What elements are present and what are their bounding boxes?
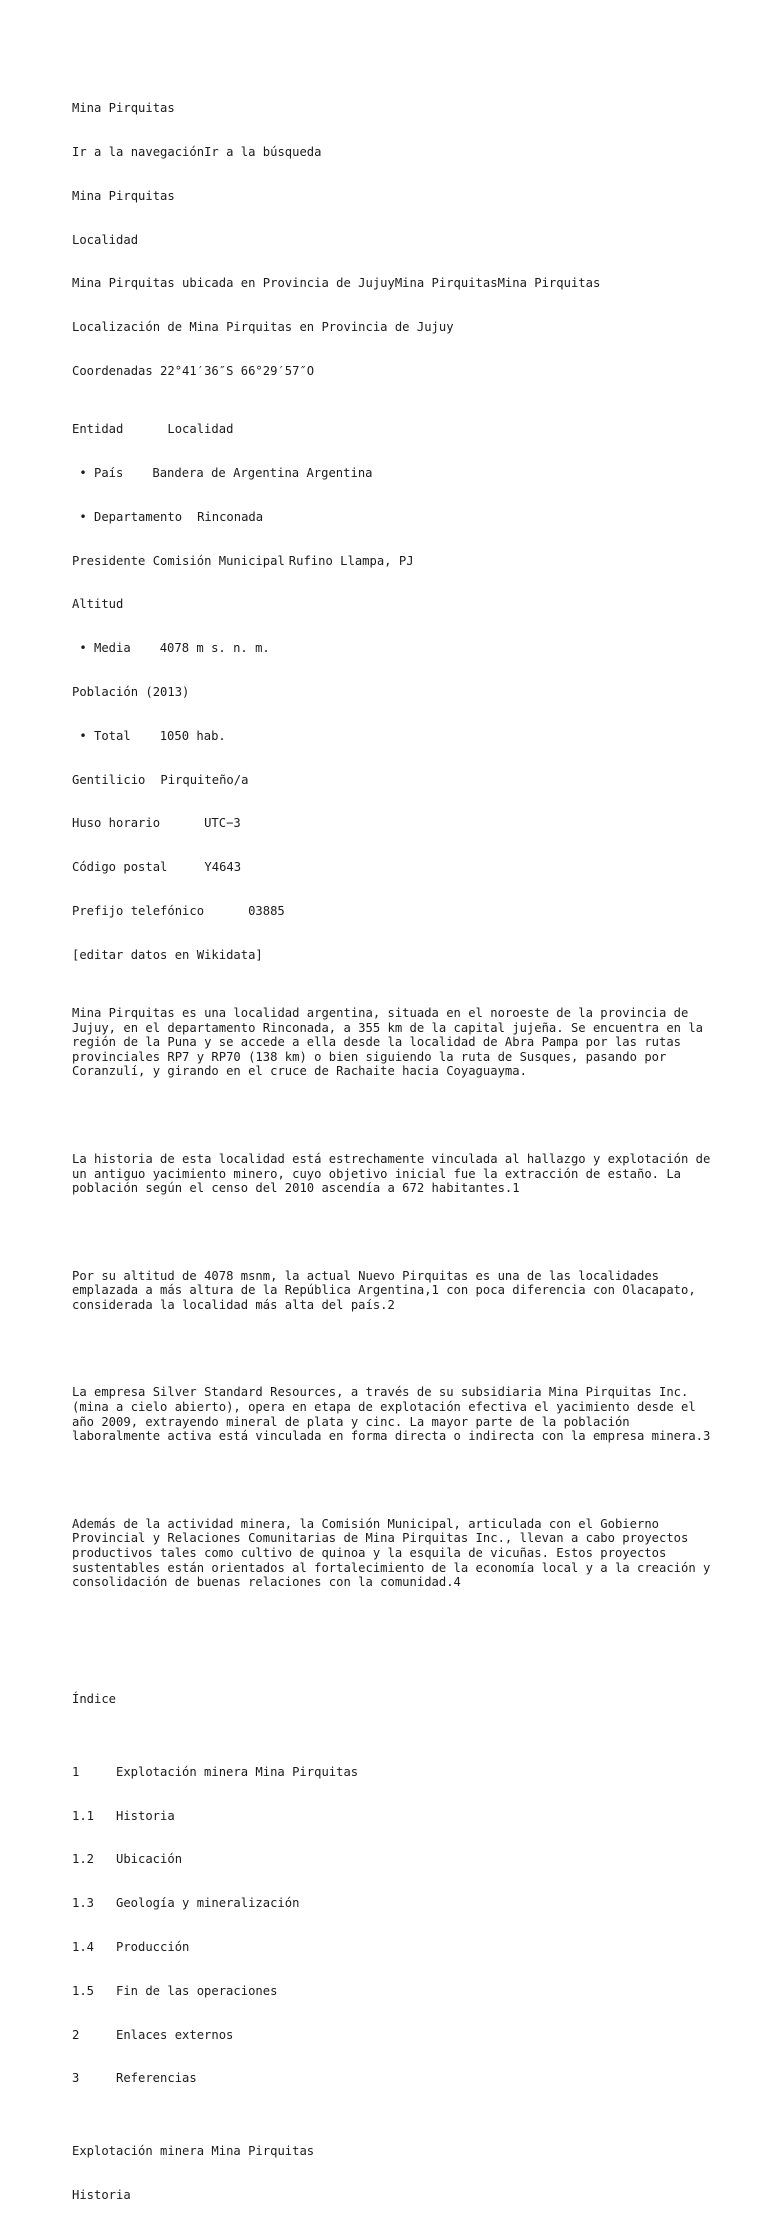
infobox-postal xyxy=(72,860,712,875)
infobox-departamento xyxy=(72,510,712,525)
paragraph-altitude: Por su altitud de 4078 msnm, la actual Nuevo Pirquitas es una de las localidades emplazada a más altura de la República Argentina,1 con poca diferencia con Olacapato, considerada la localidad más alta del país.2 xyxy=(72,1268,696,1312)
toc-item[interactable] xyxy=(72,1984,712,1999)
infobox-label[interactable]: Código postal xyxy=(72,860,168,875)
infobox-presidente xyxy=(72,554,712,569)
infobox-value[interactable]: Rufino Llampa, PJ xyxy=(288,553,414,568)
toc-title: Índice xyxy=(72,1691,117,1706)
toc-number: 1.3 xyxy=(72,1896,95,1911)
toc-item[interactable] xyxy=(72,1940,712,1955)
infobox-altitud-label[interactable]: Altitud xyxy=(72,597,124,612)
map-caption: Mina Pirquitas ubicada en Provincia de JujuyMina PirquitasMina Pirquitas xyxy=(72,276,601,291)
infobox-label: • Total xyxy=(72,728,131,743)
infobox-label: Entidad xyxy=(72,422,124,437)
infobox-media xyxy=(72,641,712,656)
infobox-label: Presidente Comisión Municipal xyxy=(72,553,285,568)
wikidata-edit-link[interactable]: [editar datos en Wikidata] xyxy=(72,947,263,962)
toc-label[interactable]: Geología y mineralización xyxy=(116,1896,300,1911)
infobox-gentilicio xyxy=(72,773,712,788)
toc-item[interactable] xyxy=(72,1809,712,1824)
paragraph-intro: Mina Pirquitas es una localidad argentina, situada en el noroeste de la provincia de Jujuy, en el departamento Rinconada, a 355 km de la capital jujeña. Se encuentra en la región de la Puna y se accede a ella desde la localidad de Abra Pampa por las rutas provinciales RP7 y RP70 (138 km) o bien siguiendo la ruta de Susques, pasando por Coranzulí, y girando en el cruce de Rachaite hacia Coyaguayma. xyxy=(72,1006,704,1079)
infobox-label: • Media xyxy=(72,641,131,656)
infobox-prefijo xyxy=(72,904,712,919)
infobox-label[interactable]: Gentilicio xyxy=(72,772,146,787)
toc-number: 1.1 xyxy=(72,1808,95,1823)
infobox-value: 03885 xyxy=(248,903,285,918)
section-heading: Explotación minera Mina Pirquitas xyxy=(72,2144,315,2159)
toc-label[interactable]: Fin de las operaciones xyxy=(116,1983,278,1998)
page-title: Mina Pirquitas xyxy=(72,101,175,116)
toc-number: 1 xyxy=(72,1764,80,1779)
infobox-value: Pirquiteño/a xyxy=(160,772,249,787)
infobox-pais xyxy=(72,466,712,481)
infobox-label: • Departamento xyxy=(72,509,183,524)
toc-label[interactable]: Enlaces externos xyxy=(116,2027,234,2042)
toc-label[interactable]: Referencias xyxy=(116,2071,197,2086)
toc-label[interactable]: Producción xyxy=(116,1940,190,1954)
infobox-value[interactable]: UTC−3 xyxy=(204,816,241,831)
infobox-label[interactable]: Prefijo telefónico xyxy=(72,903,205,918)
infobox-value[interactable]: Rinconada xyxy=(197,509,264,524)
infobox-poblacion-label: Población (2013) xyxy=(72,684,190,699)
toc-label[interactable]: Ubicación xyxy=(116,1852,183,1867)
paragraph-history: La historia de esta localidad está estrechamente vinculada al hallazgo y explotación de un antiguo yacimiento minero, cuyo objetivo inicial fue la extracción de estaño. La población según el censo del 2010 ascendía a 672 habitantes.1 xyxy=(72,1151,711,1196)
infobox-label: • País xyxy=(72,466,124,481)
infobox-label[interactable]: Huso horario xyxy=(72,816,161,831)
infobox-value: 4078 m s. n. m. xyxy=(159,641,270,656)
subsection-heading: Historia xyxy=(72,2188,131,2203)
infobox-entidad xyxy=(72,422,712,437)
infobox-huso xyxy=(72,816,712,831)
toc-label[interactable]: Explotación minera Mina Pirquitas xyxy=(116,1764,359,1779)
table-of-contents xyxy=(72,1736,712,2115)
toc-label[interactable]: Historia xyxy=(116,1808,175,1823)
coordinates[interactable]: Coordenadas 22°41′36″S 66°29′57″O xyxy=(72,363,315,378)
infobox-value: Y4643 xyxy=(204,860,242,875)
document xyxy=(72,72,712,2217)
toc-item[interactable] xyxy=(72,1852,712,1867)
article-heading: Mina Pirquitas xyxy=(72,188,175,203)
paragraph-company: La empresa Silver Standard Resources, a través de su subsidiaria Mina Pirquitas Inc.(mina a cielo abierto), opera en etapa de explotación efectiva el yacimiento desde el año 2009, extrayendo mineral de plata y cinc. La mayor parte de la población laboralmente activa está vinculada en forma directa o indirecta con la empresa minera.3 xyxy=(72,1385,711,1444)
paragraph-projects: Además de la actividad minera, la Comisión Municipal, articulada con el Gobierno Provincial y Relaciones Comunitarias de Mina Pirquitas Inc., llevan a cabo proyectos productivos tales como cultivo de quinoa y la esquila de vicuñas. Estos proyectos sustentables están orientados al fortalecimiento de la economía local y a la creación y consolidación de buenas relaciones con la comunidad.4 xyxy=(72,1516,711,1590)
toc-number: 1.2 xyxy=(72,1852,95,1867)
infobox-value: 1050 hab. xyxy=(159,728,226,743)
toc-item[interactable] xyxy=(72,1765,712,1780)
article-subheading: Localidad xyxy=(72,232,139,247)
toc-number: 2 xyxy=(72,2027,80,2042)
location-caption: Localización de Mina Pirquitas en Provincia de Jujuy xyxy=(72,320,454,335)
toc-item[interactable] xyxy=(72,2071,712,2086)
toc-item[interactable] xyxy=(72,2028,712,2043)
toc-item[interactable] xyxy=(72,1896,712,1911)
infobox-value[interactable]: Localidad xyxy=(167,422,234,437)
toc-number: 1.4 xyxy=(72,1940,95,1954)
toc-number: 1.5 xyxy=(72,1983,95,1998)
infobox-value[interactable]: Bandera de Argentina Argentina xyxy=(152,466,373,481)
skip-links[interactable]: Ir a la navegaciónIr a la búsqueda xyxy=(72,144,322,159)
toc-number: 3 xyxy=(72,2071,80,2086)
infobox-total xyxy=(72,729,712,744)
